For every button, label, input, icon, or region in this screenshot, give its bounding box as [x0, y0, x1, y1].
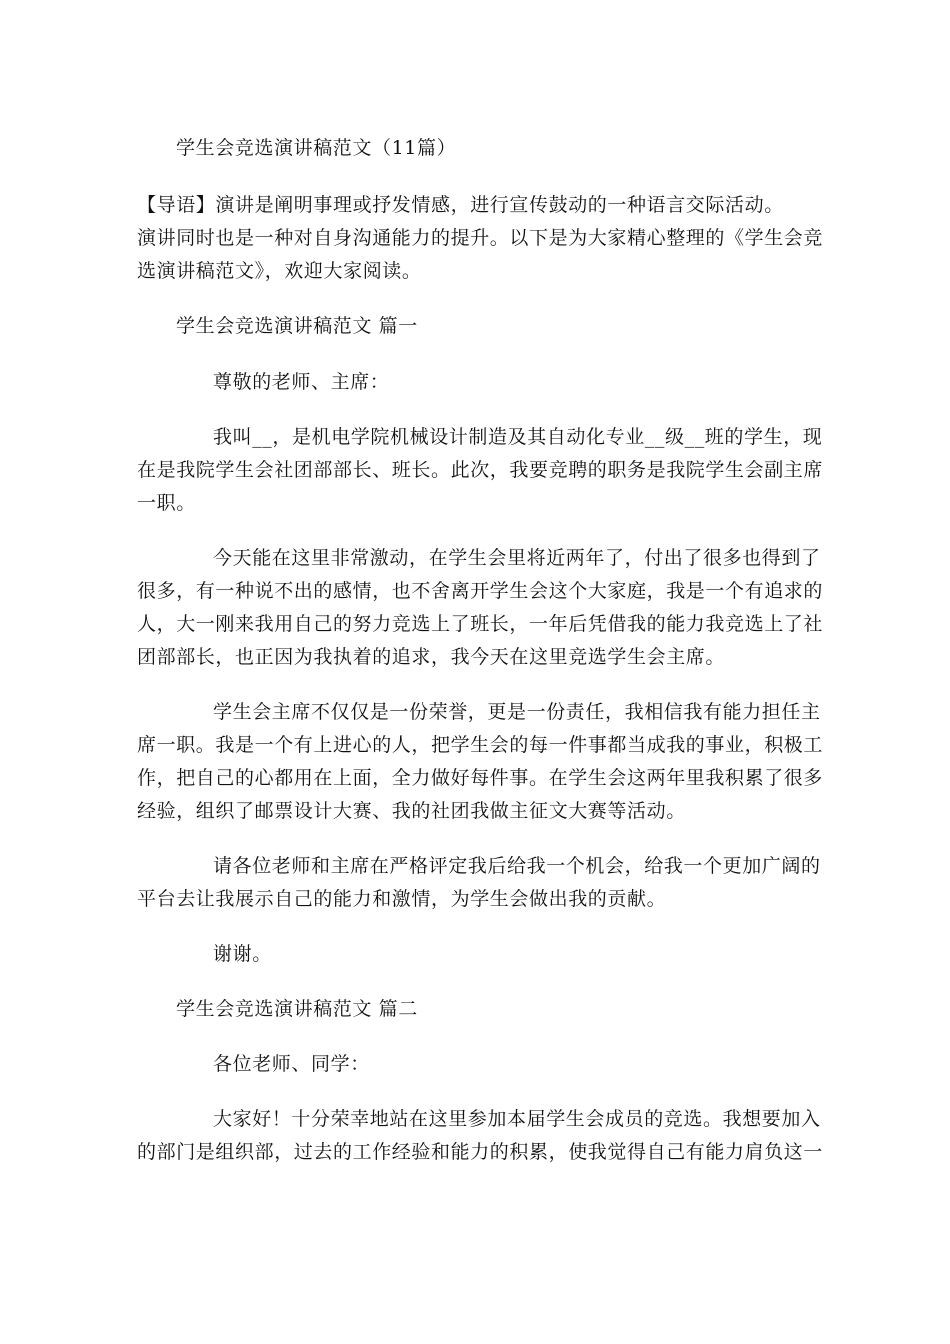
paragraph-line: 大家好！十分荣幸地站在这里参加本届学生会成员的竞选。我想要加入 [213, 1108, 821, 1130]
intro-line: 【导语】演讲是阐明事理或抒发情感，进行宣传鼓动的一种语言交际活动。 [137, 194, 784, 216]
paragraph-line: 在是我院学生会社团部部长、班长。此次，我要竞聘的职务是我院学生会副主席 [137, 459, 824, 481]
paragraph-line: 人，大一刚来我用自己的努力竞选上了班长，一年后凭借我的能力我竞选上了社 [137, 613, 824, 635]
paragraph-line: 的部门是组织部，过去的工作经验和能力的积累，使我觉得自己有能力肩负这一 [137, 1141, 824, 1163]
salutation-1: 尊敬的老师、主席： [213, 371, 390, 393]
paragraph-line: 今天能在这里非常激动，在学生会里将近两年了，付出了很多也得到了 [213, 547, 821, 569]
paragraph-line: 我叫__，是机电学院机械设计制造及其自动化专业__级__班的学生，现 [213, 426, 823, 448]
paragraph-line: 平台去让我展示自己的能力和激情，为学生会做出我的贡献。 [137, 888, 667, 910]
paragraph-line: 经验，组织了邮票设计大赛、我的社团我做主征文大赛等活动。 [137, 800, 686, 822]
intro-line: 选演讲稿范文》，欢迎大家阅读。 [137, 260, 422, 282]
intro-line: 演讲同时也是一种对自身沟通能力的提升。以下是为大家精心整理的《学生会竞 [137, 227, 824, 249]
salutation-2: 各位老师、同学： [213, 1053, 370, 1075]
section-heading-1: 学生会竞选演讲稿范文 篇一 [176, 315, 418, 337]
section-heading-2: 学生会竞选演讲稿范文 篇二 [176, 998, 418, 1020]
paragraph-line: 一职。 [137, 492, 196, 514]
paragraph-line: 作，把自己的心都用在上面，全力做好每件事。在学生会这两年里我积累了很多 [137, 767, 824, 789]
document-title: 学生会竞选演讲稿范文（11篇） [176, 137, 457, 159]
paragraph-line: 席一职。我是一个有上进心的人，把学生会的每一件事都当成我的事业，积极工 [137, 734, 824, 756]
closing-text: 谢谢。 [213, 943, 272, 965]
paragraph-line: 请各位老师和主席在严格评定我后给我一个机会，给我一个更加广阔的 [213, 855, 821, 877]
paragraph-line: 很多，有一种说不出的感情，也不舍离开学生会这个大家庭，我是一个有追求的 [137, 580, 824, 602]
paragraph-line: 学生会主席不仅仅是一份荣誉，更是一份责任，我相信我有能力担任主 [213, 701, 821, 723]
paragraph-line: 团部部长，也正因为我执着的追求，我今天在这里竞选学生会主席。 [137, 646, 726, 668]
